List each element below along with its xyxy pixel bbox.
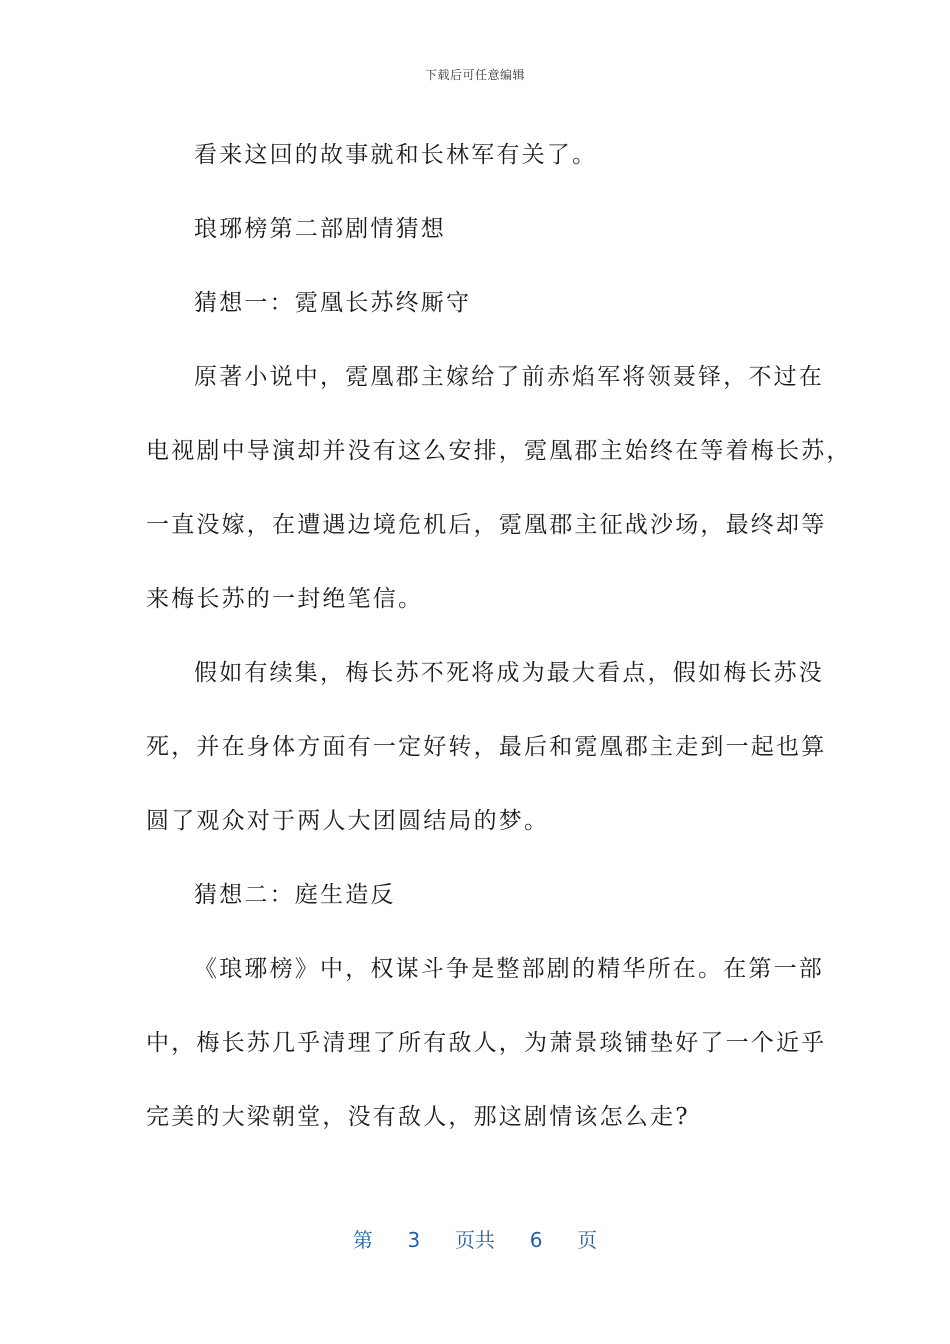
paragraph-line: 《琅琊榜》中，权谋斗争是整部剧的精华所在。在第一部 [194,956,824,982]
page-header: 下载后可任意编辑 [424,68,525,82]
paragraph-line: 来梅长苏的一封绝笔信。 [146,586,424,612]
footer-suffix: 页 [577,1228,598,1252]
paragraph-line: 一直没嫁，在遭遇边境危机后，霓凰郡主征战沙场，最终却等 [146,512,827,538]
subsection-heading: 猜想二：庭生造反 [194,882,396,908]
page-footer [0,1224,950,1253]
paragraph-line: 电视剧中导演却并没有这么安排，霓凰郡主始终在等着梅长苏， [146,438,852,464]
paragraph-line: 原著小说中，霓凰郡主嫁给了前赤焰军将领聂铎，不过在 [194,364,824,390]
document-body [146,118,852,1154]
paragraph-line: 死，并在身体方面有一定好转，最后和霓凰郡主走到一起也算 [146,734,827,760]
current-page-number: 3 [407,1228,421,1252]
total-pages: 6 [529,1228,543,1252]
paragraph-line: 完美的大梁朝堂，没有敌人，那这剧情该怎么走? [146,1104,690,1130]
paragraph-line: 看来这回的故事就和长林军有关了。 [194,142,598,168]
paragraph-line: 圆了观众对于两人大团圆结局的梦。 [146,808,550,834]
paragraph-line: 中，梅长苏几乎清理了所有敌人，为萧景琰铺垫好了一个近乎 [146,1030,827,1056]
subsection-heading: 猜想一：霓凰长苏终厮守 [194,290,472,316]
section-heading: 琅琊榜第二部剧情猜想 [194,216,446,242]
paragraph-line: 假如有续集，梅长苏不死将成为最大看点，假如梅长苏没 [194,660,824,686]
footer-prefix: 第 [352,1228,373,1252]
footer-middle: 页共 [455,1228,495,1252]
